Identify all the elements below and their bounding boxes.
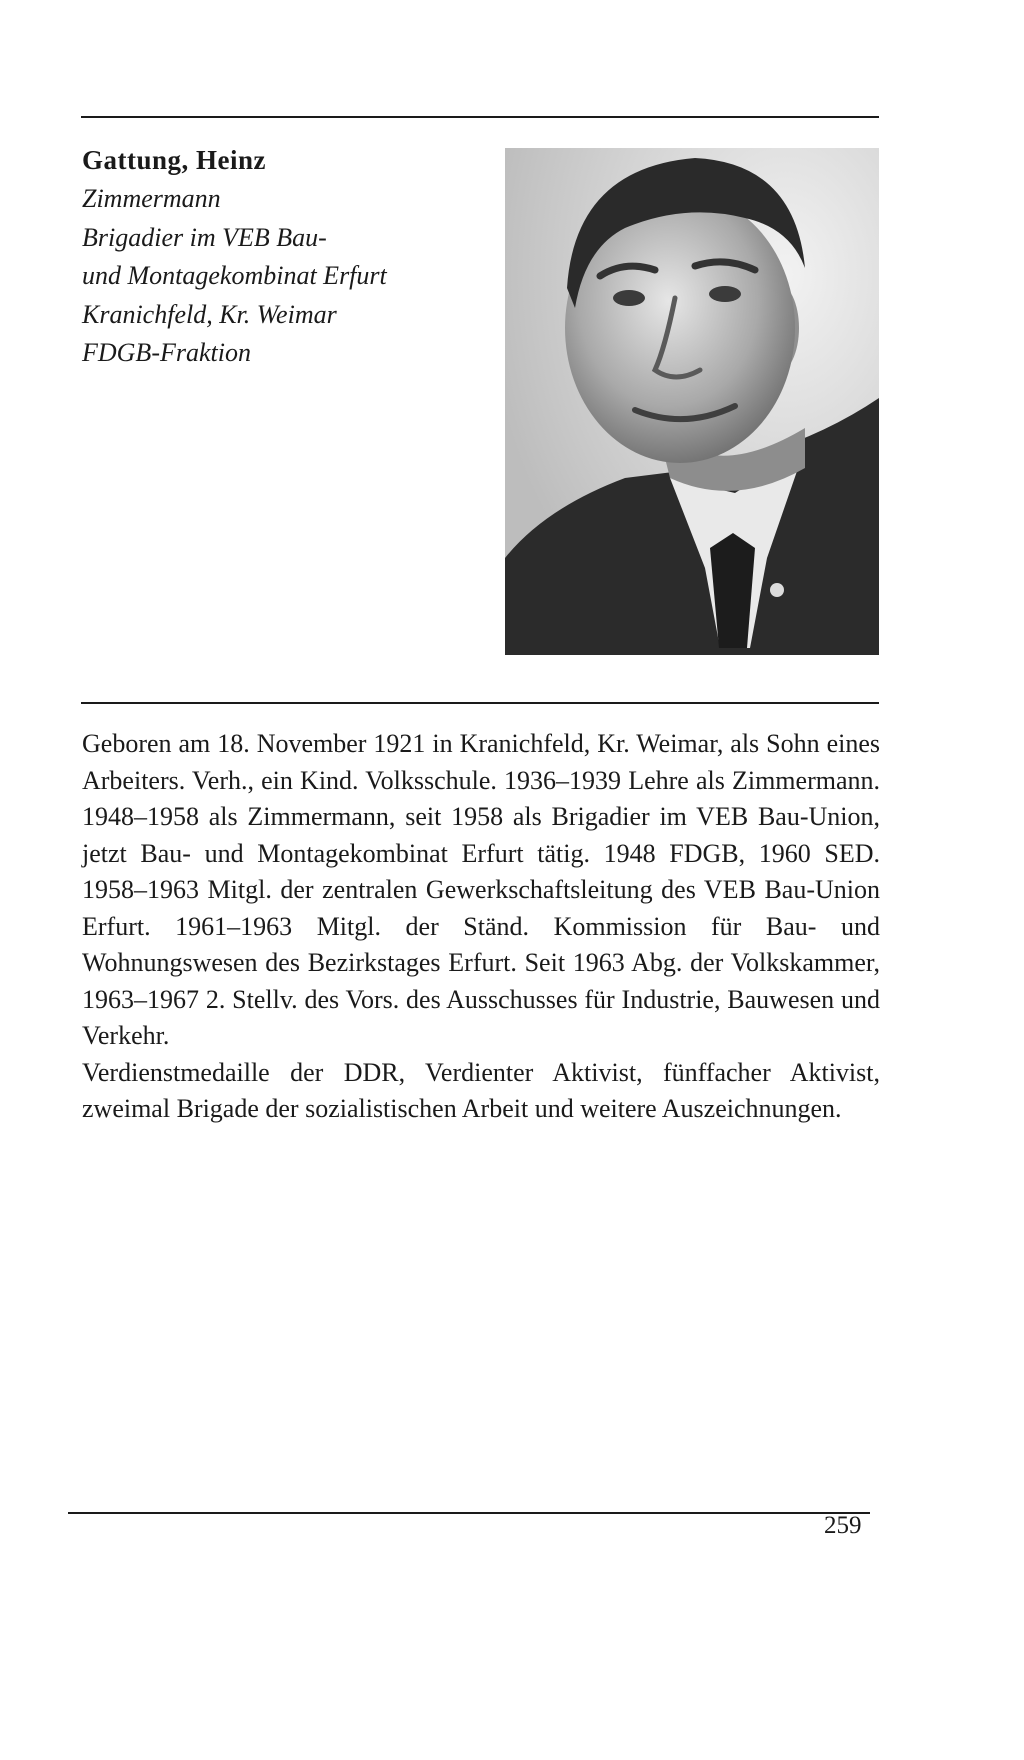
top-rule	[81, 116, 879, 118]
biography	[82, 726, 880, 1128]
biography-paragraph-1: Geboren am 18. November 1921 in Kranichfeld, Kr. Weimar, als Sohn eines Arbeiters. Verh., ein Kind. Volksschule. 1936–1939 Lehre als Zimmermann. 1948–1958 als Zimmermann, seit 1958 als Brigadier im VEB Bau-Union, jetzt Bau- und Montagekombinat Erfurt tätig. 1948 FDGB, 1960 SED. 1958–1963 Mitgl. der zentralen Gewerkschaftsleitung des VEB Bau-Union Erfurt. 1961–1963 Mitgl. der Ständ. Kommission für Bau- und Wohnungswesen des Bezirkstages Erfurt. Seit 1963 Abg. der Volkskammer, 1963–1967 2. Stellv. des Vors. des Ausschusses für Industrie, Bauwesen und Verkehr.	[82, 729, 880, 1050]
portrait-illustration	[505, 148, 879, 655]
biography-paragraph-2: Verdienstmedaille der DDR, Verdienter Aktivist, fünffacher Aktivist, zweimal Brigade der sozialistischen Arbeit und weitere Auszeichnungen.	[82, 1057, 880, 1123]
profession: Zimmermann	[82, 184, 221, 213]
middle-rule	[81, 702, 879, 704]
entry-header	[82, 140, 522, 373]
bottom-rule	[68, 1512, 870, 1514]
faction: FDGB-Fraktion	[82, 338, 251, 367]
person-name: Gattung, Heinz	[82, 145, 267, 175]
portrait-photo	[505, 148, 879, 655]
residence: Kranichfeld, Kr. Weimar	[82, 299, 337, 329]
position-line-2: und Montagekombinat Erfurt	[82, 261, 387, 290]
page-number: 259	[824, 1512, 862, 1539]
position-line-1: Brigadier im VEB Bau-	[82, 222, 327, 252]
